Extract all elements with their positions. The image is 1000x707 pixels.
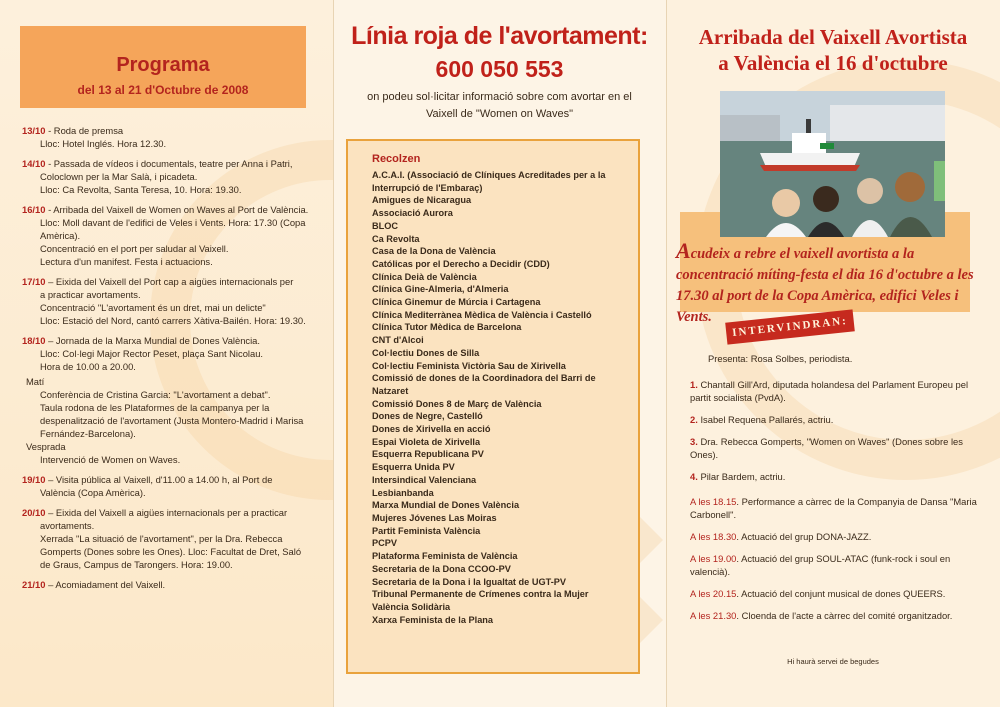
entry-text: – Eixida del Vaixell del Port cap a aigües internacionals per	[45, 276, 294, 287]
support-org: BLOC	[372, 220, 399, 231]
act-time: A les 18.15	[690, 496, 737, 507]
entry-text: – Eixida del Vaixell a aigües internacionals per a practicar	[45, 507, 288, 518]
schedule-entry	[22, 506, 312, 571]
speaker-text: Isabel Requena Pallarés, actriu.	[700, 414, 834, 425]
support-org: Associació Aurora	[372, 208, 453, 219]
speaker-item	[690, 378, 980, 404]
entry-line: Conferència de Cristina Garcia: "L'avortament a debat".	[40, 389, 271, 400]
support-org: Espai Violeta de Xirivella	[372, 436, 481, 447]
entry-text: - Arribada del Vaixell de Women on Waves al Port de València.	[45, 204, 309, 215]
entry-text: – Acomiadament del Vaixell.	[45, 579, 166, 590]
support-org: CNT d'Alcoi	[372, 335, 424, 346]
support-org: A.C.A.I. (Associació de Clíniques Acreditades per a la Interrupció de l'Embaraç)	[372, 170, 606, 193]
support-org: Intersindical Valenciana	[372, 474, 477, 485]
schedule-entry	[22, 275, 312, 327]
program-title: Programa	[116, 54, 210, 76]
ship-illustration	[720, 91, 945, 237]
act-text: . Actuació del grup SOUL-ATAC (funk-rock i soul en valencià).	[690, 553, 951, 577]
support-org: Marxa Mundial de Dones València	[372, 500, 520, 511]
support-org: Secretaria de la Dona i la Igualtat de UGT-PV	[372, 576, 567, 587]
schedule-entry	[22, 124, 312, 150]
speaker-text: Pilar Bardem, actriu.	[700, 471, 786, 482]
support-org: Católicas por el Derecho a Decidir (CDD)	[372, 258, 550, 269]
schedule-entry	[22, 334, 312, 373]
entry-text: – Jornada de la Marxa Mundial de Dones València.	[45, 335, 261, 346]
act-item	[690, 587, 980, 600]
arrival-title-line: a València el 16 d'octubre	[718, 51, 948, 75]
speaker-number: 1.	[690, 379, 698, 390]
act-text: . Performance a càrrec de la Companyia de Dansa "Maria Carbonell".	[690, 496, 977, 520]
hotline-title: Línia roja de l'avortament:	[351, 22, 648, 50]
entry-line: Concentració en el port per saludar al Vaixell.	[40, 243, 229, 254]
speaker-number: 3.	[690, 436, 698, 447]
hotline-description: on podeu sol·licitar informació sobre com avortar en el Vaixell de "Women on Waves"	[367, 91, 632, 120]
support-org: Secretaria de la Dona CCOO-PV	[372, 563, 511, 574]
entry-line: Lloc: Col·legi Major Rector Peset, plaça Sant Nicolau.	[40, 348, 264, 359]
support-org: Amigues de Nicaragua	[372, 195, 472, 206]
entry-line: Lloc: Estació del Nord, cantó carrers Xàtiva-Bailén. Hora: 19.30.	[40, 315, 306, 326]
support-org: Casa de la Dona de València	[372, 246, 496, 257]
entry-line: Lloc: Ca Revolta, Santa Teresa, 10. Hora: 19.30.	[40, 184, 242, 195]
support-org: Partit Feminista València	[372, 525, 481, 536]
arrival-title-line: Arribada del Vaixell Avortista	[698, 25, 968, 49]
hotline-phone: 600 050 553	[435, 56, 564, 82]
entry-line: València (Copa Amèrica).	[40, 487, 146, 498]
invitation-body: cudeix a rebre el vaixell avortista a la concentració míting-festa el dia 16 d'octubre a les 17.30 al port de la Copa Amèrica, edifici Veles i Vents.	[676, 246, 974, 325]
speaker-text: Dra. Rebecca Gomperts, "Women on Waves" (Dones sobre les Ones).	[690, 436, 963, 460]
act-time: A les 21.30	[690, 610, 737, 621]
entry-date: 14/10	[22, 158, 46, 169]
act-text: . Actuació del grup DONA-JAZZ.	[736, 531, 872, 542]
act-time: A les 20.15	[690, 588, 737, 599]
entry-date: 16/10	[22, 204, 46, 215]
event-program	[690, 352, 980, 631]
support-org: Dones de Negre, Castelló	[372, 411, 483, 422]
support-org: Col·lectiu Dones de Silla	[372, 347, 480, 358]
support-org: Col·lectiu Feminista Victòria Sau de Xirivella	[372, 360, 566, 371]
act-time: A les 19.00	[690, 553, 737, 564]
act-item	[690, 552, 980, 578]
entry-line: Taula rodona de les Plataformes de la campanya per la despenalització de l'avortament (Justa Montero-Madrid i Marisa Fernández-Barcelona).	[40, 402, 304, 439]
drop-cap: A	[676, 238, 691, 263]
act-text: . Actuació del conjunt musical de dones QUEERS.	[736, 588, 946, 599]
support-list	[372, 169, 628, 626]
support-org: Comissió Dones 8 de Març de València	[372, 398, 542, 409]
entry-text: - Passada de vídeos i documentals, teatre per Anna i Patri,	[45, 158, 293, 169]
drinks-note: Hi haurà servei de begudes	[787, 657, 879, 666]
ship-photo	[720, 91, 945, 237]
schedule-entry	[22, 578, 312, 591]
support-org: Clínica Ginemur de Múrcia i Cartagena	[372, 297, 541, 308]
speaker-item	[690, 470, 980, 483]
entry-date: 19/10	[22, 474, 46, 485]
schedule-entry	[22, 157, 312, 196]
support-org: Xarxa Feminista de la Plana	[372, 614, 494, 625]
entry-line: Intervenció de Women on Waves.	[40, 454, 181, 465]
support-org: Dones de Xirivella en acció	[372, 424, 491, 435]
support-org: Clínica Mediterrànea Mèdica de València i Castelló	[372, 309, 592, 320]
entry-text: – Visita pública al Vaixell, d'11.00 a 14.00 h, al Port de	[45, 474, 273, 485]
program-dates: del 13 al 21 d'Octubre de 2008	[77, 83, 249, 97]
arrival-title	[666, 24, 1000, 76]
support-org: Clínica Deià de València	[372, 271, 477, 282]
speaker-item	[690, 435, 980, 461]
entry-line: a practicar avortaments.	[40, 289, 141, 300]
schedule-entry	[22, 473, 312, 499]
schedule	[22, 124, 312, 598]
support-org: Clínica Gine-Almeria, d'Almeria	[372, 284, 509, 295]
speaker-number: 2.	[690, 414, 698, 425]
support-org: Mujeres Jóvenes Las Moiras	[372, 512, 497, 523]
support-org: Lesbianbanda	[372, 487, 434, 498]
support-org: PCPV	[372, 538, 398, 549]
act-text: . Cloenda de l'acte a càrrec del comité organitzador.	[736, 610, 953, 621]
entry-date: 20/10	[22, 507, 46, 518]
entry-line: Coloclown per la Mar Salà, i picadeta.	[40, 171, 198, 182]
speaker-number: 4.	[690, 471, 698, 482]
entry-line: avortaments.	[40, 520, 95, 531]
act-time: A les 18.30	[690, 531, 737, 542]
entry-line: Concentració "L'avortament és un dret, mai un delicte"	[40, 302, 266, 313]
support-org: Esquerra Unida PV	[372, 462, 455, 473]
program-header	[20, 26, 306, 108]
schedule-entry	[22, 203, 312, 268]
support-org: Ca Revolta	[372, 233, 420, 244]
entry-date: 13/10	[22, 125, 46, 136]
act-item	[690, 495, 980, 521]
vesprada-label: Vesprada	[26, 441, 66, 452]
fold-line	[666, 0, 667, 707]
entry-line: Lectura d'un manifest. Festa i actuacions.	[40, 256, 213, 267]
support-org: Esquerra Republicana PV	[372, 449, 484, 460]
support-org: Plataforma Feminista de València	[372, 551, 518, 562]
fold-line	[333, 0, 334, 707]
support-org: Clínica Tutor Mèdica de Barcelona	[372, 322, 522, 333]
mati-label: Matí	[26, 376, 45, 387]
presenter: Presenta: Rosa Solbes, periodista.	[708, 353, 853, 364]
entry-text: - Roda de premsa	[45, 125, 124, 136]
support-title: Recolzen	[372, 153, 421, 165]
entry-date: 18/10	[22, 335, 46, 346]
speakers-badge: INTERVINDRAN:	[725, 309, 855, 344]
entry-line: Hora de 10.00 a 20.00.	[40, 361, 136, 372]
speaker-item	[690, 413, 980, 426]
entry-line: Lloc: Moll davant de l'edifici de Veles i Vents. Hora: 17.30 (Copa Amèrica).	[40, 217, 306, 241]
entry-line: Lloc: Hotel Inglés. Hora 12.30.	[40, 138, 167, 149]
act-item	[690, 530, 980, 543]
act-item	[690, 609, 980, 622]
entry-date: 21/10	[22, 579, 46, 590]
speaker-text: Chantall Gill'Ard, diputada holandesa del Parlament Europeu pel partit socialista (PvdA).	[690, 379, 969, 403]
support-org: Tribunal Permanente de Crímenes contra la Mujer	[372, 589, 589, 600]
support-box	[346, 139, 640, 674]
entry-date: 17/10	[22, 276, 46, 287]
support-org: València Solidària	[372, 601, 451, 612]
support-org: Comissió de dones de la Coordinadora del Barri de Natzaret	[372, 373, 596, 396]
entry-line: Xerrada "La situació de l'avortament", per la Dra. Rebecca Gomperts (Dones sobre les Ones). Lloc: Facultat de Dret, Saló de Graus, Campus de Tarongers. Hora: 19.00.	[40, 533, 302, 570]
